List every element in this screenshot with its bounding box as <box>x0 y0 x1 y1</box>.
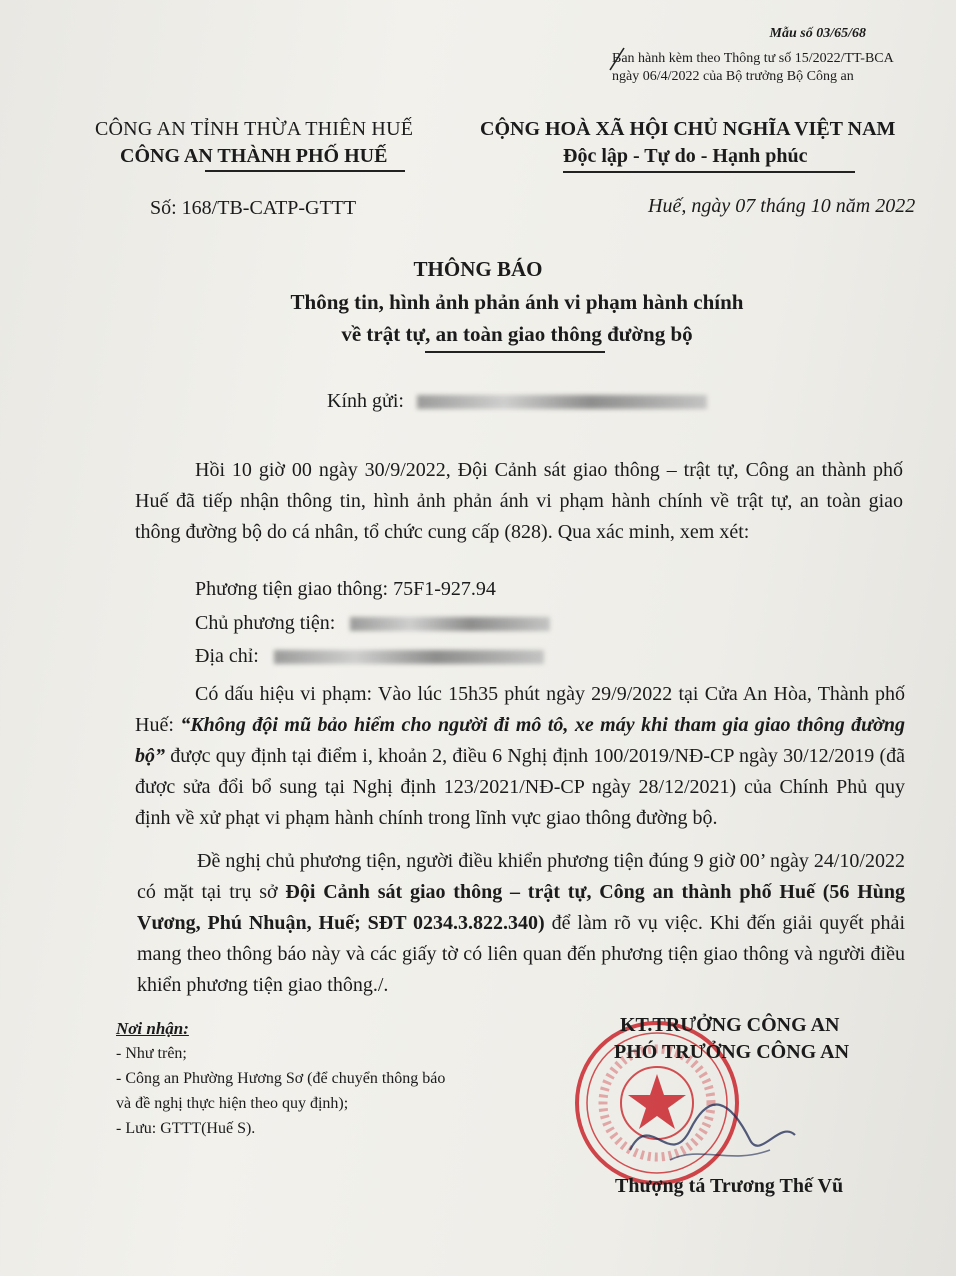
signature-authority-line2: PHÓ TRƯỞNG CÔNG AN <box>614 1041 850 1063</box>
recipients-heading: Nơi nhận: <box>116 1019 189 1038</box>
recipient-line <box>327 390 707 413</box>
subtitle-underline <box>425 351 605 353</box>
paragraph-intake-text: Hồi 10 giờ 00 ngày 30/9/2022, Đội Cảnh sát giao thông – trật tự, Công an thành phố Huế đã tiếp nhận thông tin, hình ảnh phản ánh vi phạm hành chính về trật tự, an toàn giao thông đường bộ do cá nhân, tổ chức cung cấp (828). Qua xác minh, xem xét: <box>135 459 903 543</box>
place-date: Huế, ngày 07 tháng 10 năm 2022 <box>648 195 916 217</box>
owner-label: Chủ phương tiện: <box>195 612 336 634</box>
document-subtitle-2: về trật tự, an toàn giao thông đường bộ <box>341 322 693 346</box>
recipient-item: - Như trên; <box>116 1045 187 1062</box>
document-subtitle-1: Thông tin, hình ảnh phản ánh vi phạm hành chính <box>290 290 744 314</box>
document-title: THÔNG BÁO <box>413 257 543 281</box>
signer-name: Thượng tá Trương Thế Vũ <box>615 1175 844 1197</box>
motto-underline <box>563 171 855 173</box>
address-line <box>195 645 544 668</box>
request-location: Đội Cảnh sát giao thông – trật tự, Công an thành phố Huế (56 Hùng Vương, Phú Nhuận, Huế; SĐT 0234.3.822.340) <box>137 881 905 934</box>
request-details: để làm rõ vụ việc. Khi đến giải quyết phải mang theo thông báo này và các giấy tờ có liên quan đến phương tiện giao thông và người điều khiển phương tiện giao thông./. <box>137 912 905 996</box>
handwritten-signature-icon <box>610 1090 810 1180</box>
violation-description: “Không đội mũ bảo hiểm cho người đi mô tô, xe máy khi tham gia giao thông đường bộ” <box>135 714 905 767</box>
form-note <box>612 50 894 86</box>
redacted-address <box>274 650 544 664</box>
redacted-recipient <box>417 395 707 409</box>
recipient-item: - Công an Phường Hương Sơ (để chuyển thông báo <box>116 1070 446 1087</box>
signature-authority-line1: KT.TRƯỞNG CÔNG AN <box>620 1014 840 1036</box>
agency-underline <box>205 170 405 172</box>
recipient-label: Kính gửi: <box>327 390 404 412</box>
owner-line <box>195 612 550 635</box>
redacted-owner <box>350 617 550 631</box>
agency-parent: CÔNG AN TỈNH THỪA THIÊN HUẾ <box>95 118 414 140</box>
motto: Độc lập - Tự do - Hạnh phúc <box>563 145 808 167</box>
paragraph-intake <box>135 455 903 548</box>
form-note-line2: ngày 06/4/2022 của Bộ trưởng Bộ Công an <box>612 69 854 84</box>
agency-name: CÔNG AN THÀNH PHỐ HUẾ <box>120 145 388 167</box>
nation-title: CỘNG HOÀ XÃ HỘI CHỦ NGHĨA VIỆT NAM <box>480 118 896 140</box>
paragraph-request <box>137 846 905 1001</box>
document-number: Số: 168/TB-CATP-GTTT <box>150 197 357 219</box>
violation-intro: Có dấu hiệu vi phạm: Vào lúc 15h35 phút ngày 29/9/2022 tại Cửa An Hòa, Thành phố Huế: <box>135 683 905 736</box>
recipients-block <box>116 1016 445 1141</box>
vehicle-line: Phương tiện giao thông: 75F1-927.94 <box>195 578 496 600</box>
pen-mark-icon <box>606 40 646 80</box>
address-label: Địa chỉ: <box>195 645 259 667</box>
recipient-item: và đề nghị thực hiện theo quy định); <box>116 1095 349 1112</box>
paragraph-violation <box>135 679 905 834</box>
violation-legal-basis: được quy định tại điểm i, khoản 2, điều 6 Nghị định 100/2019/NĐ-CP ngày 30/12/2019 (đã được sửa đổi bổ sung tại Nghị định 123/2021/NĐ-CP ngày 28/12/2021) của Chính Phủ quy định về xử phạt vi phạm hành chính trong lĩnh vực giao thông đường bộ. <box>135 745 905 829</box>
recipient-item: - Lưu: GTTT(Huế S). <box>116 1120 256 1137</box>
request-intro: Đề nghị chủ phương tiện, người điều khiển phương tiện đúng 9 giờ 00’ ngày 24/10/2022 có mặt tại trụ sở <box>137 850 905 903</box>
form-code: Mẫu số 03/65/68 <box>769 26 866 41</box>
form-note-line1: Ban hành kèm theo Thông tư số 15/2022/TT-BCA <box>612 51 894 66</box>
